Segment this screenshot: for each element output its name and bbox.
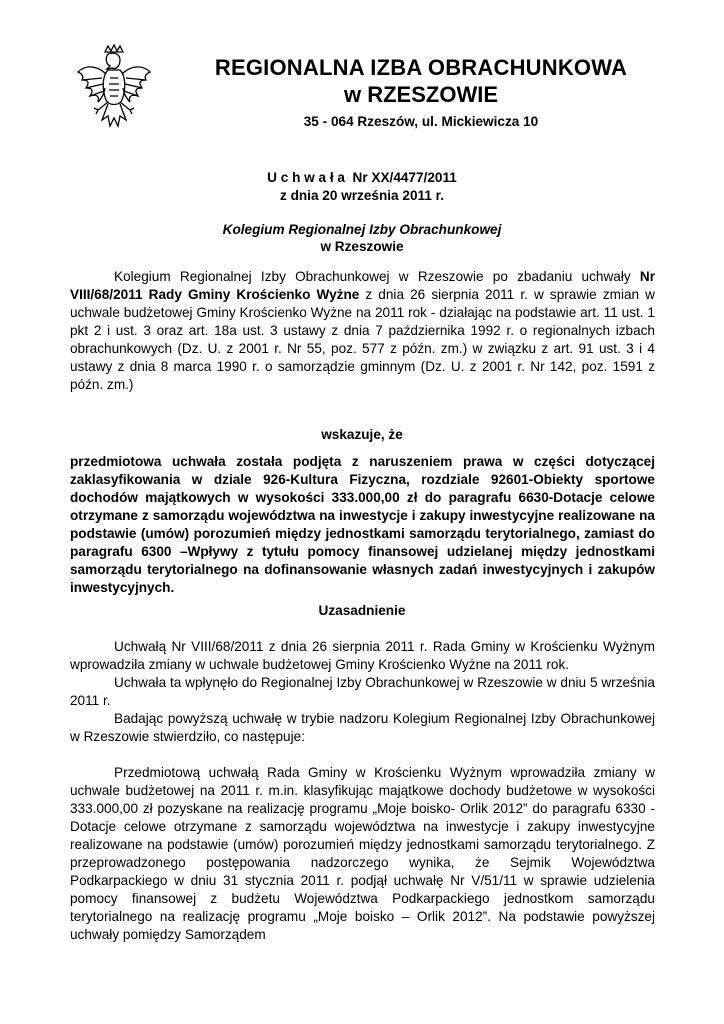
institution-city: w RZESZOWIE — [344, 82, 498, 107]
issuer-city: w Rzeszowie — [320, 239, 404, 254]
finding-heading: wskazuje, że — [321, 427, 403, 442]
finding-paragraph — [70, 453, 655, 597]
intro-resolution-ref: Nr VIII/68/2011 Rady Gminy Krościenko Wyżne — [70, 269, 655, 302]
justification-paragraph-1: Uchwałą Nr VIII/68/2011 z dnia 26 sierpnia 2011 r. Rada Gminy w Krościenku Wyżnym wprowadziła zmiany w uchwale budżetowej Gminy Krościenko Wyżne na 2011 rok. — [70, 639, 655, 672]
intro-text-1: Kolegium Regionalnej Izby Obrachunkowej w Rzeszowie po zbadaniu uchwały — [114, 269, 640, 284]
institution-address: 35 - 064 Rzeszów, ul. Mickiewicza 10 — [303, 114, 539, 129]
justification-paragraph-2: Uchwała ta wpłynęło do Regionalnej Izby Obrachunkowej w Rzeszowie w dniu 5 września 2011 r. — [70, 675, 655, 708]
intro-text-2: z dnia 26 sierpnia 2011 r. w sprawie zmian w uchwale budżetowej Gminy Krościenko Wyżne na 2011 rok - działając na podstawie art. 11 ust. 1 pkt 2 i ust. 3 oraz art. 18a ust. 3 ustawy z dnia 7 października 1992 r. o regionalnych izbach obrachunkowych (Dz. U. z 2001 r. Nr 55, poz. 577 z późn. zm.) w związku z art. 91 ust. 3 i 4 ustawy z dnia 8 marca 1990 r. o samorządzie gminnym (Dz. U. z 2001 r. Nr 142, poz. 1591 z późn. zm.) — [70, 287, 655, 392]
justification-section — [70, 638, 655, 944]
resolution-number: U c h w a ł a Nr XX/4477/2011 — [267, 170, 457, 185]
justification-heading: Uzasadnienie — [318, 603, 406, 618]
resolution-date: z dnia 20 września 2011 r. — [280, 188, 444, 203]
issuer-name: Kolegium Regionalnej Izby Obrachunkowej — [222, 222, 502, 237]
intro-paragraph — [70, 268, 655, 394]
justification-paragraph-3: Badając powyższą uchwałę w trybie nadzoru Kolegium Regionalnej Izby Obrachunkowej w Rzeszowie stwierdziło, co następuje: — [70, 711, 655, 744]
justification-paragraph-4: Przedmiotową uchwałą Rada Gminy w Krościenku Wyżnym wprowadziła zmiany w uchwale budżetowej na 2011 r. m.in. klasyfikując majątkowe dochody budżetowe w wysokości 333.000,00 zł pozyskane na realizację programu „Moje boisko- Orlik 2012” do paragrafu 6330 - Dotacje celowe otrzymane z samorządu województwa na inwestycje i zakupy inwestycyjne realizowane na podstawie (umów) porozumień między jednostkami samorządu terytorialnego. Z przeprowadzonego postępowania nadzorczego wynika, że Sejmik Województwa Podkarpackiego w dniu 31 stycznia 2011 r. podjął uchwałę Nr V/51/11 w sprawie udzielenia pomocy finansowej z budżetu Województwa Podkarpackiego jednostkom samorządu terytorialnego na realizację programu „Moje boisko – Orlik 2012”. Na podstawie powyższej uchwały pomiędzy Samorządem — [70, 765, 655, 942]
finding-text: przedmiotowa uchwała została podjęta z naruszeniem prawa w części dotyczącej zaklasyfikowania w dziale 926-Kultura Fizyczna, rozdziale 92601-Obiekty sportowe dochodów majątkowych w wysokości 333.000,00 zł do paragrafu 6630-Dotacje celowe otrzymane z samorządu województwa na inwestycje i zakupy inwestycyjne realizowane na podstawie (umów) porozumień między jednostkami samorządu terytorialnego, zamiast do paragrafu 6300 –Wpływy z tytułu pomocy finansowej udzielanej między jednostkami samorządu terytorialnego na dofinansowanie własnych zadań inwestycyjnych i zakupów inwestycyjnych. — [70, 454, 655, 595]
institution-name: REGIONALNA IZBA OBRACHUNKOWA — [214, 55, 628, 80]
